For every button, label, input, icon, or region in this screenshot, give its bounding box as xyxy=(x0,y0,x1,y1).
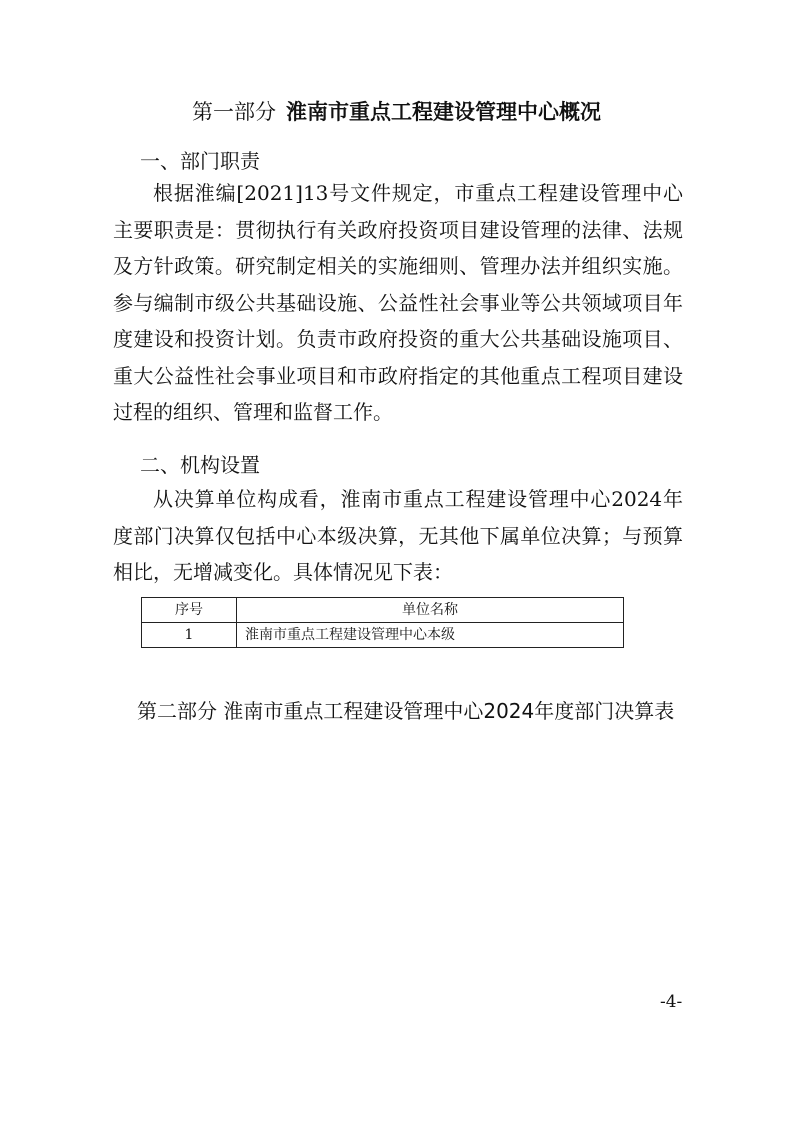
section-two-body: 从决算单位构成看，淮南市重点工程建设管理中心2024年度部门决算仅包括中心本级决算，无其他下属单位决算；与预算相比，无增减变化。具体情况见下表： xyxy=(113,487,683,584)
table-cell-unit-name: 淮南市重点工程建设管理中心本级 xyxy=(237,623,624,648)
page-title xyxy=(0,96,793,128)
table-row xyxy=(142,623,624,648)
part-one-prefix: 第一部分 xyxy=(192,100,276,124)
part-two-title: 第二部分 淮南市重点工程建设管理中心2024年度部门决算表 xyxy=(137,699,675,723)
unit-table xyxy=(141,597,624,648)
section-one-body: 根据淮编[2021]13号文件规定，市重点工程建设管理中心主要职责是：贯彻执行有关政府投资项目建设管理的法律、法规及方针政策。研究制定相关的实施细则、管理办法并组织实施。参与编制市级公共基础设施、公益性社会事业等公共领域项目年度建设和投资计划。负责市政府投资的重大公共基础设施项目、重大公益性社会事业项目和市政府指定的其他重点工程项目建设过程的组织、管理和监督工作。 xyxy=(113,181,683,424)
table-header-seq: 序号 xyxy=(142,598,237,623)
page-number: -4- xyxy=(660,992,683,1012)
section-two-heading: 二、机构设置 xyxy=(140,453,260,477)
table-header-row xyxy=(142,598,624,623)
part-one-title: 淮南市重点工程建设管理中心概况 xyxy=(286,100,601,124)
table-header-unit-name: 单位名称 xyxy=(237,598,624,623)
section-one-heading: 一、部门职责 xyxy=(140,149,260,173)
table-cell-seq: 1 xyxy=(142,623,237,648)
